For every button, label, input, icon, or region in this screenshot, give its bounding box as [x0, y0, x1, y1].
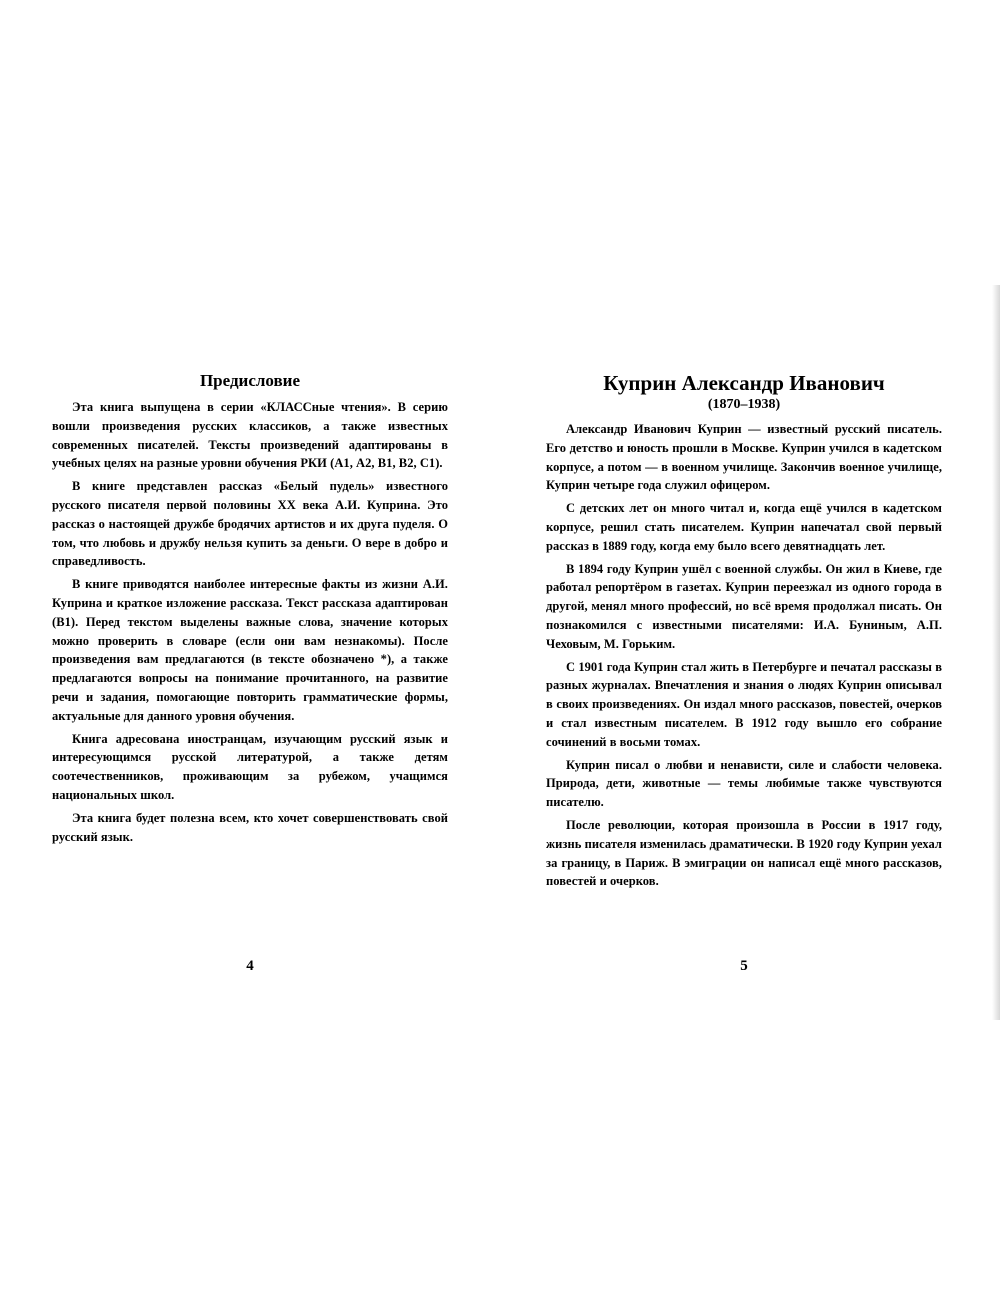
author-years: (1870–1938)	[707, 397, 781, 412]
preface-paragraph: В книге приводятся наиболее интересные факты из жизни А.И. Куприна и краткое изложение рассказа. Текст рассказа адаптирован (В1). Перед текстом выделены важные слова, значение которых можно проверить в словаре (если они вам незнакомы). После произведения вам предлагаются (в тексте обозначено *), а также предлагаются вопросы на понимание прочитанного, на развитие речи и задания, помогающие повторить грамматические формы, актуальные для данного уровня обучения.	[52, 577, 448, 723]
author-title: Куприн Александр Иванович	[603, 371, 885, 395]
biography-paragraph: Куприн писал о любви и ненависти, силе и слабости человека. Природа, дети, животные — темы любимые также чувствуются писателю.	[546, 757, 942, 810]
page-edge-shadow	[992, 285, 1000, 1020]
right-page	[546, 370, 942, 895]
preface-paragraph: Книга адресована иностранцам, изучающим русский язык и интересующимся русской литературой, а также детям соотечественников, проживающим за рубежом, учащимся национальных школ.	[52, 731, 448, 802]
biography-paragraph: После революции, которая произошла в России в 1917 году, жизнь писателя изменилась драматически. В 1920 году Куприн уехал за границу, в Париж. В эмиграции он написал ещё много рассказов, повестей и очерков.	[546, 817, 942, 889]
biography-paragraph: С 1901 года Куприн стал жить в Петербурге и печатал рассказы в разных журналах. Впечатления и знания о людях Куприн описывал в своих произведениях. Он издал много рассказов, повестей, очерков и стал известным писателем. В 1912 году вышло его собрание сочинений в восьми томах.	[546, 659, 942, 749]
preface-title: Предисловие	[199, 371, 301, 390]
page-number-right: 5	[740, 958, 748, 974]
preface-paragraph: Эта книга выпущена в серии «КЛАССные чтения». В серию вошли произведения русских классиков, а также известных современных писателей. Тексты произведений адаптированы в учебных целях на разные уровни обучения РКИ (А1, А2, В1, В2, С1).	[52, 400, 448, 471]
preface-paragraph: Эта книга будет полезна всем, кто хочет совершенствовать свой русский язык.	[52, 810, 448, 844]
left-page	[52, 370, 448, 850]
page-number-left: 4	[246, 958, 254, 974]
biography-paragraph: С детских лет он много читал и, когда ещё учился в кадетском корпусе, решил стать писателем. Куприн напечатал свой первый рассказ в 1889 году, когда ему было всего девятнадцать лет.	[546, 501, 942, 553]
biography-paragraph: Александр Иванович Куприн — известный русский писатель. Его детство и юность прошли в Москве. Куприн учился в кадетском корпусе, а потом — в военном училище. Закончив военное училище, Куприн четыре года служил офицером.	[546, 422, 942, 493]
biography-paragraph: В 1894 году Куприн ушёл с военной службы. Он жил в Киеве, где работал репортёром в газетах. Куприн переезжал из одного города в другой, менял много профессий, но всё время продолжал писать. Он познакомился с известными писателями: И.А. Буниным, А.П. Чеховым, М. Горьким.	[546, 561, 942, 651]
preface-paragraph: В книге представлен рассказ «Белый пудель» известного русского писателя первой половины XX века А.И. Куприна. Это рассказ о настоящей дружбе бродячих артистов и их друга пуделя. О том, что любовь и дружбу нельзя купить за деньги. О вере в добро и справедливость.	[52, 479, 448, 569]
